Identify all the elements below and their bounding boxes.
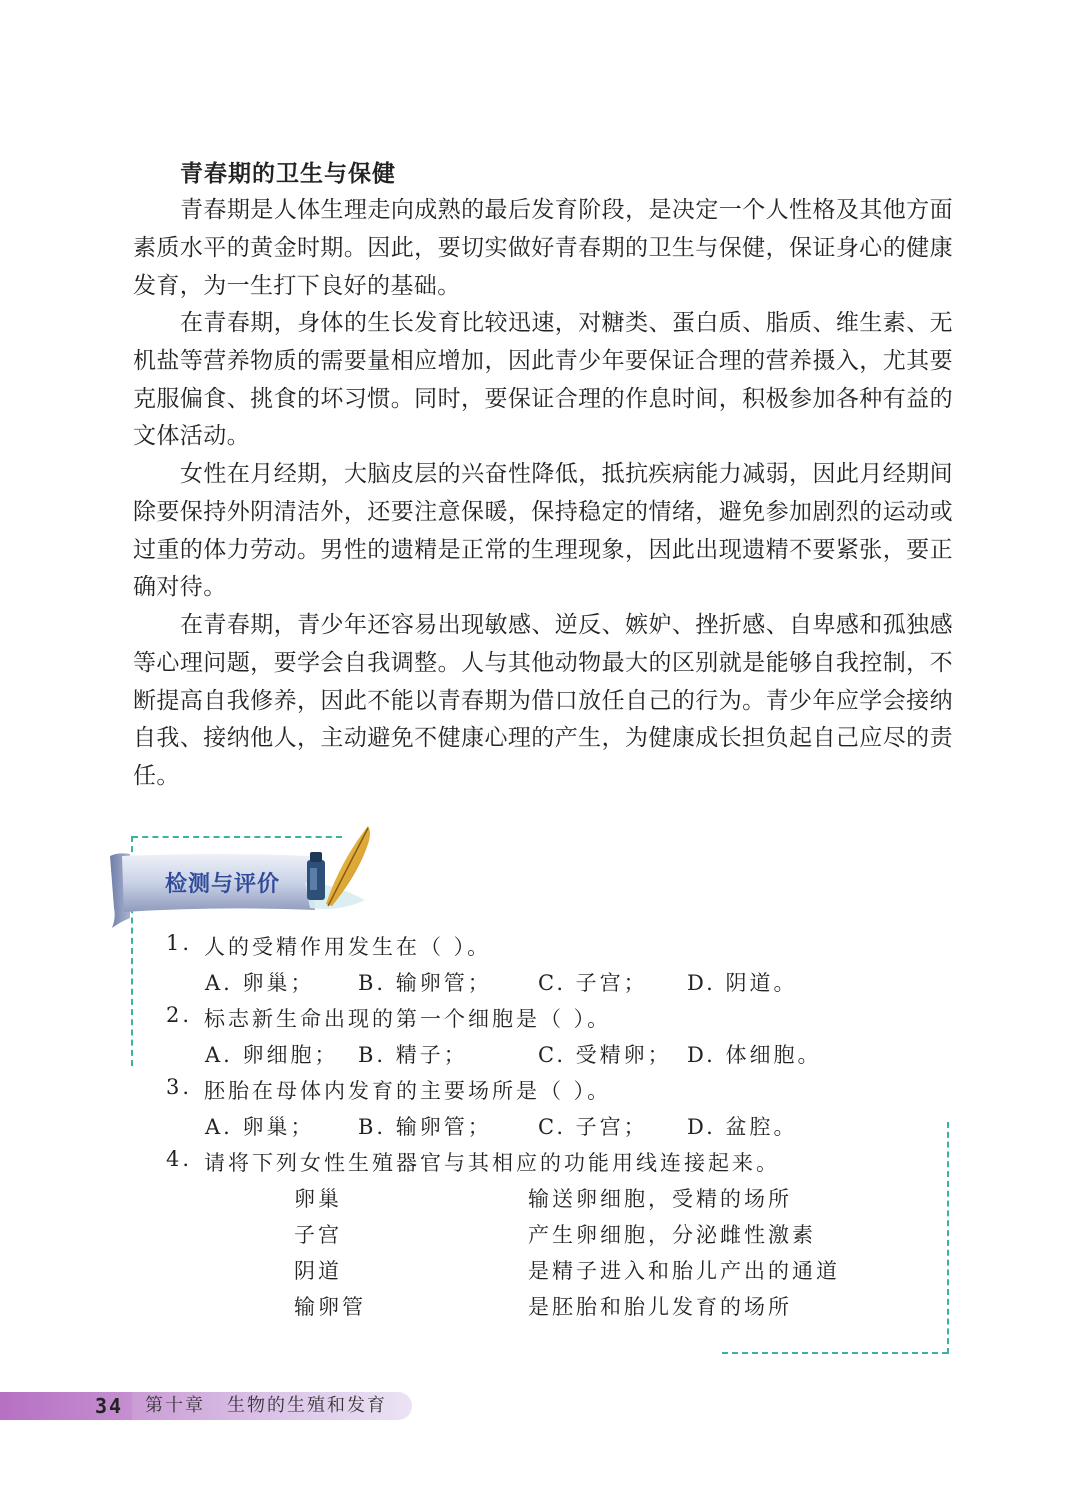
option-c: C. 子宫；: [538, 1115, 648, 1139]
option-a: A. 卵巢；: [205, 971, 315, 995]
footer-chapter: [145, 1392, 387, 1420]
question-text: 请将下列女性生殖器官与其相应的功能用线连接起来。: [204, 1151, 780, 1175]
function-label: 是精子进入和胎儿产出的通道: [528, 1259, 840, 1283]
organ-label: 子宫: [294, 1223, 342, 1247]
function-label: 是胚胎和胎儿发育的场所: [528, 1295, 792, 1319]
section-title: 青春期的卫生与保健: [180, 161, 396, 187]
option-d: D. 盆腔。: [687, 1115, 798, 1139]
function-label: 产生卵细胞，分泌雌性激素: [528, 1223, 816, 1247]
chapter-title: 生物的生殖和发育: [227, 1395, 387, 1416]
chapter-number: 第十章: [145, 1395, 205, 1416]
option-a: A. 卵细胞；: [205, 1043, 339, 1067]
frame-bottom-border: [722, 1352, 948, 1354]
question-number: 2.: [166, 1003, 193, 1027]
question-number: 4.: [166, 1147, 193, 1171]
question-text: 人的受精作用发生在（ ）。: [204, 935, 492, 959]
option-c: C. 受精卵；: [538, 1043, 672, 1067]
organ-label: 输卵管: [294, 1295, 366, 1319]
paragraph-3: 女性在月经期，大脑皮层的兴奋性降低，抵抗疾病能力减弱，因此月经期间除要保持外阴清洁外，还要注意保暖，保持稳定的情绪，避免参加剧烈的运动或过重的体力劳动。男性的遗精是正常的生理现象，因此出现遗精不要紧张，要正确对待。: [133, 461, 953, 601]
question-number: 1.: [166, 931, 193, 955]
paragraph-1: 青春期是人体生理走向成熟的最后发育阶段，是决定一个人性格及其他方面素质水平的黄金时期。因此，要切实做好青春期的卫生与保健，保证身心的健康发育，为一生打下良好的基础。: [133, 197, 953, 299]
banner-label: 检测与评价: [165, 872, 281, 897]
organ-label: 卵巢: [294, 1187, 342, 1211]
option-b: B. 精子；: [358, 1043, 468, 1067]
function-label: 输送卵细胞，受精的场所: [528, 1187, 792, 1211]
question-text: 胚胎在母体内发育的主要场所是（ ）。: [204, 1079, 612, 1103]
paragraph-4: 在青春期，青少年还容易出现敏感、逆反、嫉妒、挫折感、自卑感和孤独感等心理问题，要学会自我调整。人与其他动物最大的区别就是能够自我控制，不断提高自我修养，因此不能以青春期为借口放任自己的行为。青少年应学会接纳自我、接纳他人，主动避免不健康心理的产生，为健康成长担负起自己应尽的责任。: [133, 612, 953, 790]
option-c: C. 子宫；: [538, 971, 648, 995]
option-d: D. 阴道。: [687, 971, 798, 995]
option-b: B. 输卵管；: [358, 971, 492, 995]
organ-label: 阴道: [294, 1259, 342, 1283]
option-d: D. 体细胞。: [687, 1043, 822, 1067]
paragraph-2: 在青春期，身体的生长发育比较迅速，对糖类、蛋白质、脂质、维生素、无机盐等营养物质的需要量相应增加，因此青少年要保证合理的营养摄入，尤其要克服偏食、挑食的坏习惯。同时，要保证合理的作息时间，积极参加各种有益的文体活动。: [133, 310, 953, 450]
frame-right-border: [947, 1122, 949, 1354]
option-b: B. 输卵管；: [358, 1115, 492, 1139]
question-text: 标志新生命出现的第一个细胞是（ ）。: [204, 1007, 612, 1031]
page-number: 34: [95, 1394, 124, 1418]
question-number: 3.: [166, 1075, 193, 1099]
option-a: A. 卵巢；: [205, 1115, 315, 1139]
